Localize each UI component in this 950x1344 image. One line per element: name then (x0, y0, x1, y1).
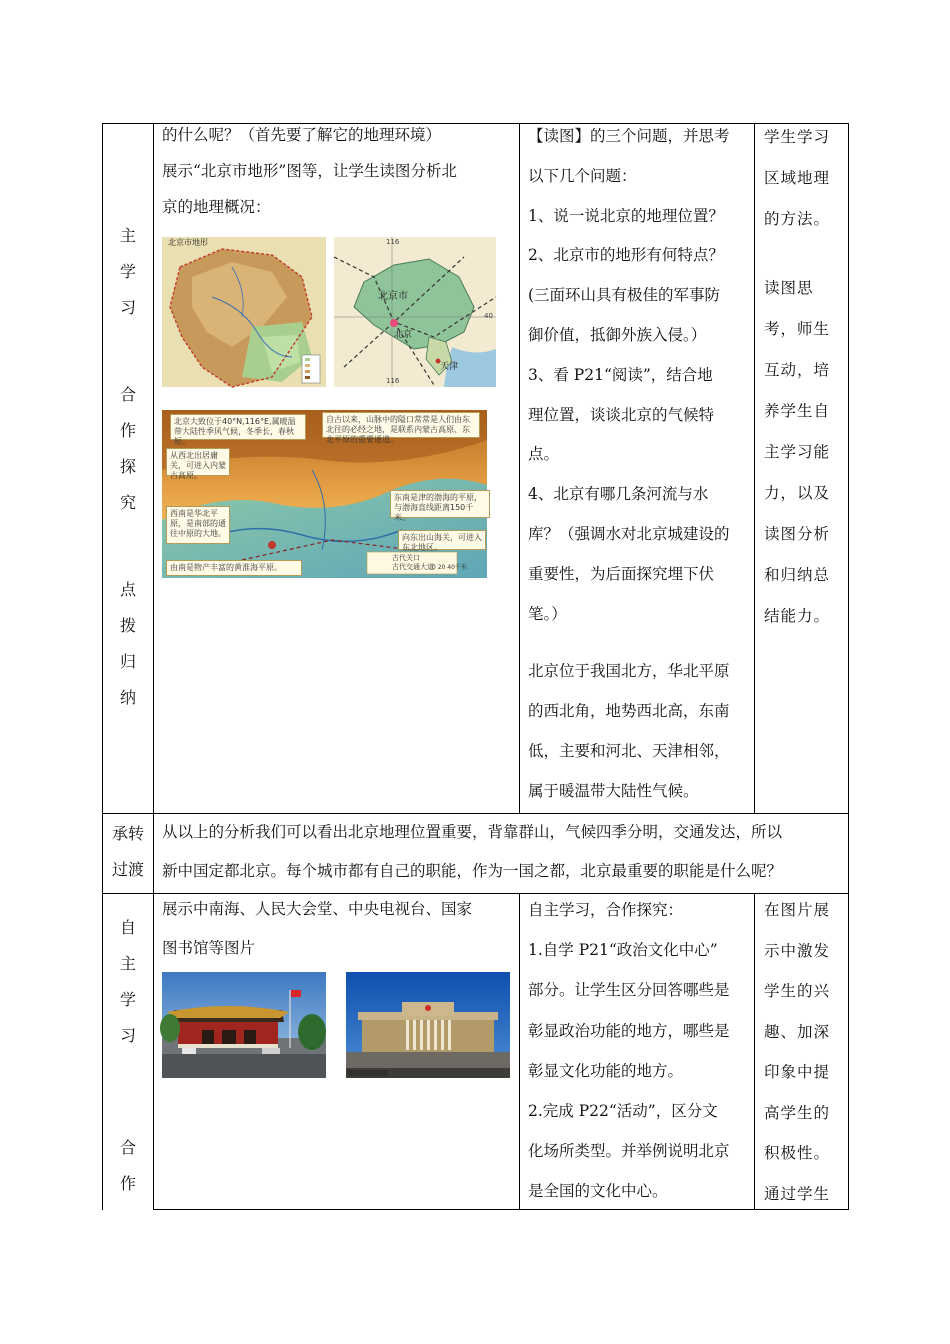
row1-section-label (103, 123, 153, 813)
text-line: (三面环山具有极佳的军事防 (528, 286, 721, 305)
relief-legend-road: 古代交通大道 (392, 563, 434, 571)
map2-longitude-top: 116 (386, 238, 400, 246)
text-line: 的西北角，地势西北高，东南 (528, 702, 730, 721)
text-line: 2.完成 P22“活动”，区分文 (528, 1102, 718, 1121)
text-line: 印象中提 (764, 1063, 831, 1081)
text-line: 读图分析 (764, 525, 831, 543)
text-line: 的什么呢？（首先要了解它的地理环境） (162, 126, 442, 144)
row1-teacher-activity (162, 117, 516, 225)
text-line: 彰显文化功能的地方。 (528, 1061, 684, 1080)
label-char: 作 (119, 421, 136, 440)
text-line: 库？（强调水对北京城建设的 (528, 524, 730, 543)
text-line: 学生学习 (764, 128, 831, 146)
text-line: 图书馆等图片 (162, 939, 256, 957)
text-line: 【读图】的三个问题，并思考 (528, 127, 730, 145)
map2-longitude-bottom: 116 (386, 377, 400, 385)
row1-design-intent (764, 117, 844, 637)
map2-tianjin-label: 天津 (440, 362, 459, 372)
row1-student-activity (528, 117, 752, 812)
text-line: 是全国的文化中心。 (528, 1182, 668, 1201)
beijing-relief-map (162, 410, 487, 578)
relief-note-1: 北京大致位于40°N,116°E,属暖温带大陆性季风气候，冬季长，春秋短。 (170, 414, 306, 440)
label-char: 习 (119, 1026, 136, 1045)
col-divider-2-bottom (519, 893, 520, 1210)
text-line: 示中激发 (764, 941, 831, 960)
label-char: 学 (119, 262, 136, 281)
text-line: 彰显政治功能的地方，哪些是 (528, 1021, 730, 1040)
col-divider-2-top (519, 123, 520, 813)
zhongnanhai-photo (162, 972, 326, 1078)
text-line: 化场所类型。并举例说明北京 (528, 1142, 730, 1161)
beijing-location-map (334, 237, 496, 387)
label-char: 合 (119, 385, 136, 404)
zhongnanhai-graphic (162, 972, 326, 1078)
beijing-terrain-map (162, 237, 326, 387)
text-line: 1、说一说北京的地理位置？ (528, 206, 724, 225)
relief-note-4: 东南是津的渤海的平原，与渤海直线距离150千米。 (390, 490, 490, 518)
text-line: 结能力。 (764, 607, 831, 625)
row3-student-activity (528, 890, 752, 1212)
relief-note-5: 西南是华北平原，是南部的通往中原的大地。 (166, 506, 230, 544)
label-char: 点 (119, 580, 136, 599)
text-line: 在图片展 (764, 901, 831, 919)
text-line: 理位置，谈谈北京的气候特 (528, 405, 715, 424)
label-char: 纳 (119, 688, 136, 707)
text-line: 展示“北京市地形”图等，让学生读图分析北 (162, 162, 457, 180)
relief-legend-pass: 古代关口 (392, 554, 420, 562)
col-divider-1 (153, 123, 154, 1210)
row3-section-label (103, 893, 153, 1210)
text-line: 重要性，为后面探究埋下伏 (528, 564, 715, 583)
text-line (528, 634, 752, 652)
text-line: 自主学习，合作探究： (528, 901, 684, 919)
relief-note-3: 从西北出居庸关，可进入内蒙古高原。 (166, 448, 230, 476)
text-line: 部分。让学生区分回答哪些是 (528, 981, 730, 1000)
terrain-map-graphic (162, 237, 326, 387)
label-text: 过渡 (111, 860, 144, 879)
text-line: 考，师生 (764, 320, 831, 338)
text-line: 的方法。 (764, 210, 831, 228)
label-char: 主 (119, 226, 136, 245)
label-char: 作 (119, 1174, 136, 1193)
text-line: 点。 (528, 445, 560, 464)
label-char: 自 (119, 918, 136, 937)
text-line: 展示中南海、人民大会堂、中央电视台、国家 (162, 900, 473, 918)
text-line: 低，主要和河北、天津相邻， (528, 741, 730, 760)
text-line: 主学习能 (764, 443, 831, 461)
great-hall-photo (346, 972, 510, 1078)
text-line: 区域地理 (764, 169, 831, 187)
text-line: 御价值，抵御外族入侵。） (528, 325, 707, 344)
row2-transition-text (162, 813, 846, 891)
text-line: 从以上的分析我们可以看出北京地理位置重要，背靠群山，气候四季分明，交通发达，所以 (162, 823, 783, 841)
text-line: 属于暖温带大陆性气候。 (528, 781, 699, 800)
relief-note-6: 向东出山海关，可进入东北地区。 (398, 530, 486, 550)
text-line: 趣、加深 (764, 1022, 831, 1041)
label-char: 合 (119, 1138, 136, 1157)
relief-scale: 0 20 40千米 (432, 564, 467, 571)
location-map-graphic (334, 237, 496, 387)
map2-capital-label: 北京 (394, 330, 413, 340)
label-char: 习 (119, 298, 136, 317)
map2-city-label: 北京市 (378, 291, 408, 302)
text-line (764, 240, 844, 268)
label-char: 主 (119, 954, 136, 973)
terrain-map-title: 北京市地形 (168, 238, 208, 247)
relief-note-7: 由南是物产丰富的黄淮海平原。 (166, 560, 302, 576)
label-char: 归 (119, 652, 136, 671)
label-text: 承转 (111, 824, 144, 843)
text-line: 4、北京有哪几条河流与水 (528, 485, 709, 504)
text-line: 3、看 P21“阅读”，结合地 (528, 365, 713, 384)
text-line: 高学生的 (764, 1103, 831, 1122)
text-line: 通过学生 (764, 1184, 831, 1203)
text-line: 京的地理概况： (162, 198, 271, 216)
text-line: 学生的兴 (764, 982, 831, 1000)
table-right-border (848, 123, 849, 1210)
label-char: 拨 (119, 616, 136, 635)
text-line: 新中国定都北京。每个城市都有自己的职能，作为一国之都，北京最重要的职能是什么呢？ (162, 862, 783, 880)
text-line: 读图思 (764, 279, 814, 297)
text-line: 1.自学 P21“政治文化中心” (528, 941, 718, 960)
col-divider-3-bottom (754, 893, 755, 1210)
text-line: 养学生自 (764, 402, 831, 420)
label-char: 探 (119, 457, 136, 476)
label-char: 学 (119, 990, 136, 1009)
map2-latitude: 40 (484, 312, 493, 320)
label-char: 究 (119, 493, 136, 512)
col-divider-3-top (754, 123, 755, 813)
row2-section-label (103, 813, 153, 893)
row3-design-intent (764, 890, 844, 1214)
text-line: 和归纳总 (764, 566, 831, 584)
relief-note-2: 自古以来，山脉中的隘口常常是人们由东北往的必经之地，是联系内蒙古高原、东北平原的重要通道。 (322, 412, 480, 438)
great-hall-graphic (346, 972, 510, 1078)
row3-teacher-activity (162, 890, 516, 968)
text-line: 2、北京市的地形有何特点？ (528, 246, 724, 265)
text-line: 北京位于我国北方，华北平原 (528, 662, 730, 681)
text-line: 积极性。 (764, 1144, 831, 1162)
text-line: 笔。） (528, 604, 567, 623)
text-line: 力，以及 (764, 484, 831, 502)
text-line: 互动，培 (764, 361, 831, 379)
text-line: 以下几个问题： (528, 166, 637, 185)
